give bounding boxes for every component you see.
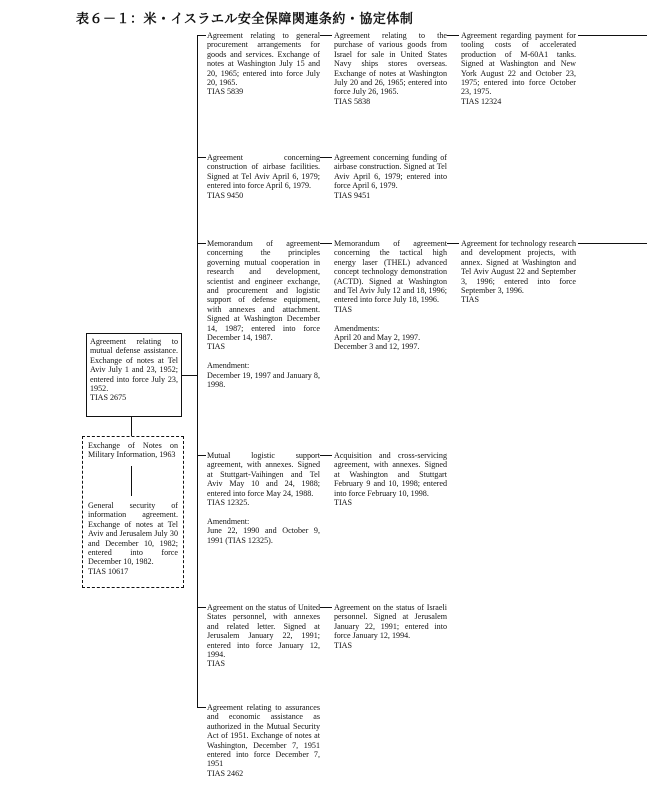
connector-2-3-row3: [447, 243, 459, 244]
page-title: 表６－１：米・イスラエル安全保障関連条約・協定体制: [76, 12, 414, 27]
military-info-notes: Exchange of Notes on Military Information, 1963: [88, 441, 178, 460]
col1-economic-assistance: Agreement relating to assurances and economic assistance as authorized in the Mutual Security Act of 1951. Exchange of notes at Washington, December 7, 1951 entered into force December 7, 1951 TIAS 2462: [207, 703, 320, 778]
branch-line-4: [197, 455, 206, 456]
branch-line-5: [197, 607, 206, 608]
branch-line-3: [197, 243, 206, 244]
col2-thel-memorandum: Memorandum of agreement concerning the tactical high energy laser (THEL) advanced concept technology demonstration (ACTD). Signed at Washington and Tel Aviv July 12 and 18, 1996; entered into force July 18, 1996. TIAS Amendments: April 20 and May 2, 1997. December 3 and 12, 1997.: [334, 239, 447, 352]
root-to-trunk-line: [182, 375, 197, 376]
connector-2-3-row1: [447, 35, 459, 36]
connector-1-2-row3: [320, 243, 332, 244]
col1-procurement-agreement: Agreement relating to general procurement arrangements for goods and services. Exchange of notes at Washington July 15 and 20, 1965; entered into force July 20, 1965. TIAS 5839: [207, 31, 320, 97]
connector-1-2-row2: [320, 157, 332, 158]
branch-line-2: [197, 157, 206, 158]
connector-3-edge-row1: [578, 35, 647, 36]
connector-3-edge-row3: [578, 243, 647, 244]
branch-line-1: [197, 35, 206, 36]
general-security-agreement: General security of information agreement. Exchange of notes at Tel Aviv and Jerusalem July 30 and December 10, 1982; entered into force December 10, 1982. TIAS 10617: [88, 501, 178, 576]
col2-airbase-funding: Agreement concerning funding of airbase construction. Signed at Tel Aviv April 6, 1979; entered into force April 6, 1979. TIAS 9451: [334, 153, 447, 200]
root-to-dashed-line: [131, 417, 132, 436]
connector-1-2-row1: [320, 35, 332, 36]
col2-cross-servicing: Acquisition and cross-servicing agreement, with annexes. Signed at Washington and Stuttgart February 9 and 10, 1998; entered into force February 10, 1998. TIAS: [334, 451, 447, 508]
connector-1-2-row4: [320, 455, 332, 456]
col1-airbase-construction: Agreement concerning construction of airbase facilities. Signed at Tel Aviv April 6, 1979; entered into force April 6, 1979. TIAS 9450: [207, 153, 320, 200]
col1-rd-memorandum: Memorandum of agreement concerning the principles governing mutual cooperation in research and development, scientist and engineer exchange, and procurement and logistic support of defense equipment, with annexes and attachment. Signed at Washington December 14, 1987; entered into force December 14, 1987. TIAS Amendment: December 19, 1997 and January 8, 1998.: [207, 239, 320, 390]
branch-line-6: [197, 707, 206, 708]
col1-us-personnel-status: Agreement on the status of United States personnel, with annexes and related letter. Signed at Jerusalem January 22, 1991; entered into force January 12, 1994. TIAS: [207, 603, 320, 669]
connector-1-2-row5: [320, 607, 332, 608]
col2-navy-stores-agreement: Agreement relating to the purchase of various goods from Israel for sale in United States Navy ships stores overseas. Exchange of notes at Washington July 20 and 26, 1965; entered into force July 26, 1965. TIAS 5838: [334, 31, 447, 106]
col3-tank-tooling-agreement: Agreement regarding payment for tooling costs of accelerated production of M-60A1 tanks. Signed at Washington and New York August 22 and October 23, 1975; entered into force October 23, 1975. TIAS 12324: [461, 31, 576, 106]
col2-israeli-personnel-status: Agreement on the status of Israeli personnel. Signed at Jerusalem January 22, 1991; entered into force January 12, 1994. TIAS: [334, 603, 447, 650]
col3-technology-rd: Agreement for technology research and development projects, with annex. Signed at Washington and Tel Aviv August 22 and September 3, 1996; entered into force September 3, 1996. TIAS: [461, 239, 576, 305]
col1-logistic-support: Mutual logistic support agreement, with annexes. Signed at Stuttgart-Vaihingen and Tel Aviv May 10 and 24, 1988; entered into force May 24, 1988. TIAS 12325. Amendment: June 22, 1990 and October 9, 1991 (TIAS 12325).: [207, 451, 320, 545]
root-agreement-text: Agreement relating to mutual defense assistance. Exchange of notes at Tel Aviv July 1 and 23, 1952; entered into force July 23, 1952. TIAS 2675: [90, 337, 178, 403]
